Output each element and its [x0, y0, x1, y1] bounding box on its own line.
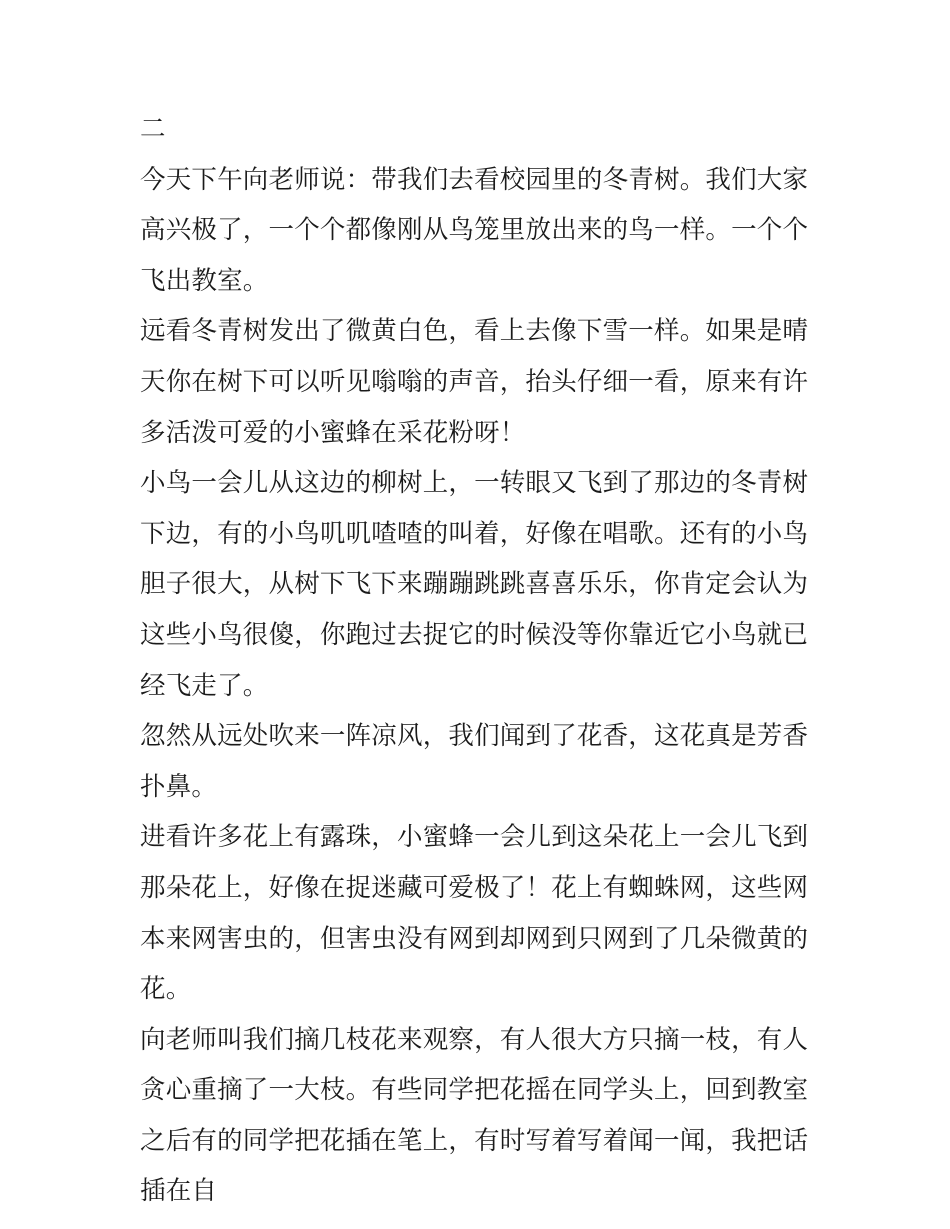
paragraph-5: 进看许多花上有露珠，小蜜蜂一会儿到这朵花上一会儿飞到那朵花上，好像在捉迷藏可爱极了！花上有蜘蛛网，这些网本来网害虫的，但害虫没有网到却网到只网到了几朵微黄的花。: [140, 822, 809, 1005]
paragraph-1: 今天下午向老师说：带我们去看校园里的冬青树。我们大家高兴极了，一个个都像刚从鸟笼里放出来的鸟一样。一个个飞出教室。: [140, 164, 809, 296]
paragraph-6: 向老师叫我们摘几枝花来观察，有人很大方只摘一枝，有人贪心重摘了一大枝。有些同学把花摇在同学头上，回到教室之后有的同学把花插在笔上，有时写着写着闻一闻，我把话插在自: [140, 1024, 809, 1207]
paragraph-4: 忽然从远处吹来一阵凉风，我们闻到了花香，这花真是芳香扑鼻。: [140, 721, 809, 802]
paragraph-2: 远看冬青树发出了微黄白色，看上去像下雪一样。如果是晴天你在树下可以听见嗡嗡的声音，抬头仔细一看，原来有许多活泼可爱的小蜜蜂在采花粉呀！: [140, 316, 809, 448]
paragraph-3: 小鸟一会儿从这边的柳树上，一转眼又飞到了那边的冬青树下边，有的小鸟叽叽喳喳的叫着，好像在唱歌。还有的小鸟胆子很大，从树下飞下来蹦蹦跳跳喜喜乐乐，你肯定会认为这些小鸟很傻，你跑过去捉它的时候没等你靠近它小鸟就已经飞走了。: [140, 468, 809, 701]
section-heading: 二: [140, 114, 166, 144]
document-body: [140, 104, 820, 1217]
